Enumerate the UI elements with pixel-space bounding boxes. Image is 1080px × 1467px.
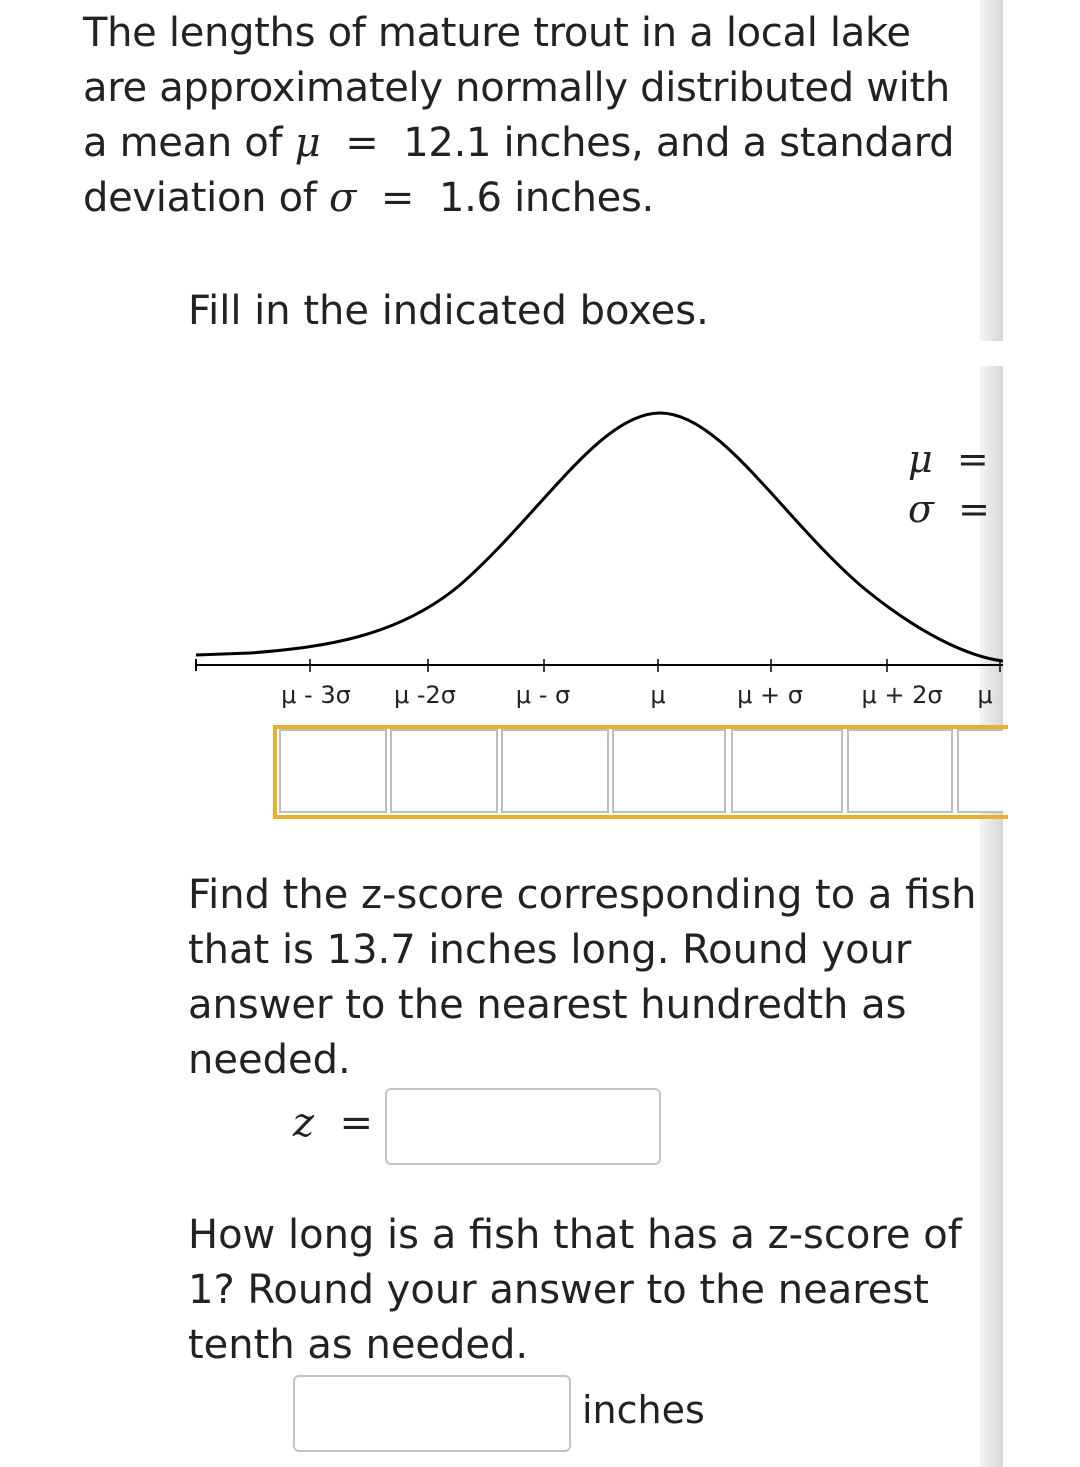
mu-symbol: μ (294, 120, 321, 166)
tick-label-mu-minus-2sigma: μ -2σ (393, 681, 457, 709)
mu-param-label: μ = (908, 437, 989, 481)
tick-label-mu-plus-sigma: μ + σ (737, 681, 803, 709)
tick-label-mu-minus-3sigma: μ - 3σ (281, 681, 351, 709)
inches-unit-label: inches (582, 1388, 705, 1432)
length-input[interactable] (293, 1375, 571, 1452)
answer-box-mu-plus-sigma[interactable] (731, 729, 843, 813)
scrollbar-gap (980, 341, 1003, 366)
instruction-text: Fill in the indicated boxes. (188, 288, 709, 334)
tick-label-mu-plus-2sigma: μ + 2σ (861, 681, 943, 709)
answer-box-mu[interactable] (612, 729, 726, 813)
answer-box-mu-minus-3sigma[interactable] (279, 729, 387, 813)
equals-sign: = (380, 175, 415, 221)
normal-curve (196, 413, 1003, 661)
answer-box-mu-minus-sigma[interactable] (501, 729, 609, 813)
zscore-question: Find the z-score corresponding to a fish that is 13.7 inches long. Round your answer to the nearest hundredth as needed. (188, 872, 977, 1083)
tick-label-mu-minus-sigma: μ - σ (515, 681, 571, 709)
equals-sign: = (345, 120, 379, 166)
sigma-symbol: σ (329, 175, 357, 221)
problem-statement: The lengths of mature trout in a local lake are approximately normally distributed with a mean of μ = 12.1 inches, and a standard deviation of σ = 1.6 inches. (83, 10, 955, 221)
answer-box-mu-minus-2sigma[interactable] (390, 729, 498, 813)
sigma-param-label: σ = (908, 487, 990, 531)
normal-curve-diagram (0, 395, 1003, 725)
answer-box-mu-plus-2sigma[interactable] (847, 729, 953, 813)
tick-label-mu: μ (650, 681, 666, 709)
zscore-input[interactable] (385, 1088, 661, 1165)
length-question: How long is a fish that has a z-score of 1? Round your answer to the nearest tenth as needed. (188, 1212, 962, 1368)
tick-label-mu-plus-3sigma-partial: μ (977, 681, 993, 709)
answer-box-mu-plus-3sigma[interactable] (957, 729, 1003, 813)
z-equals-label: z = (293, 1100, 374, 1146)
normal-curve-figure (0, 395, 1003, 835)
